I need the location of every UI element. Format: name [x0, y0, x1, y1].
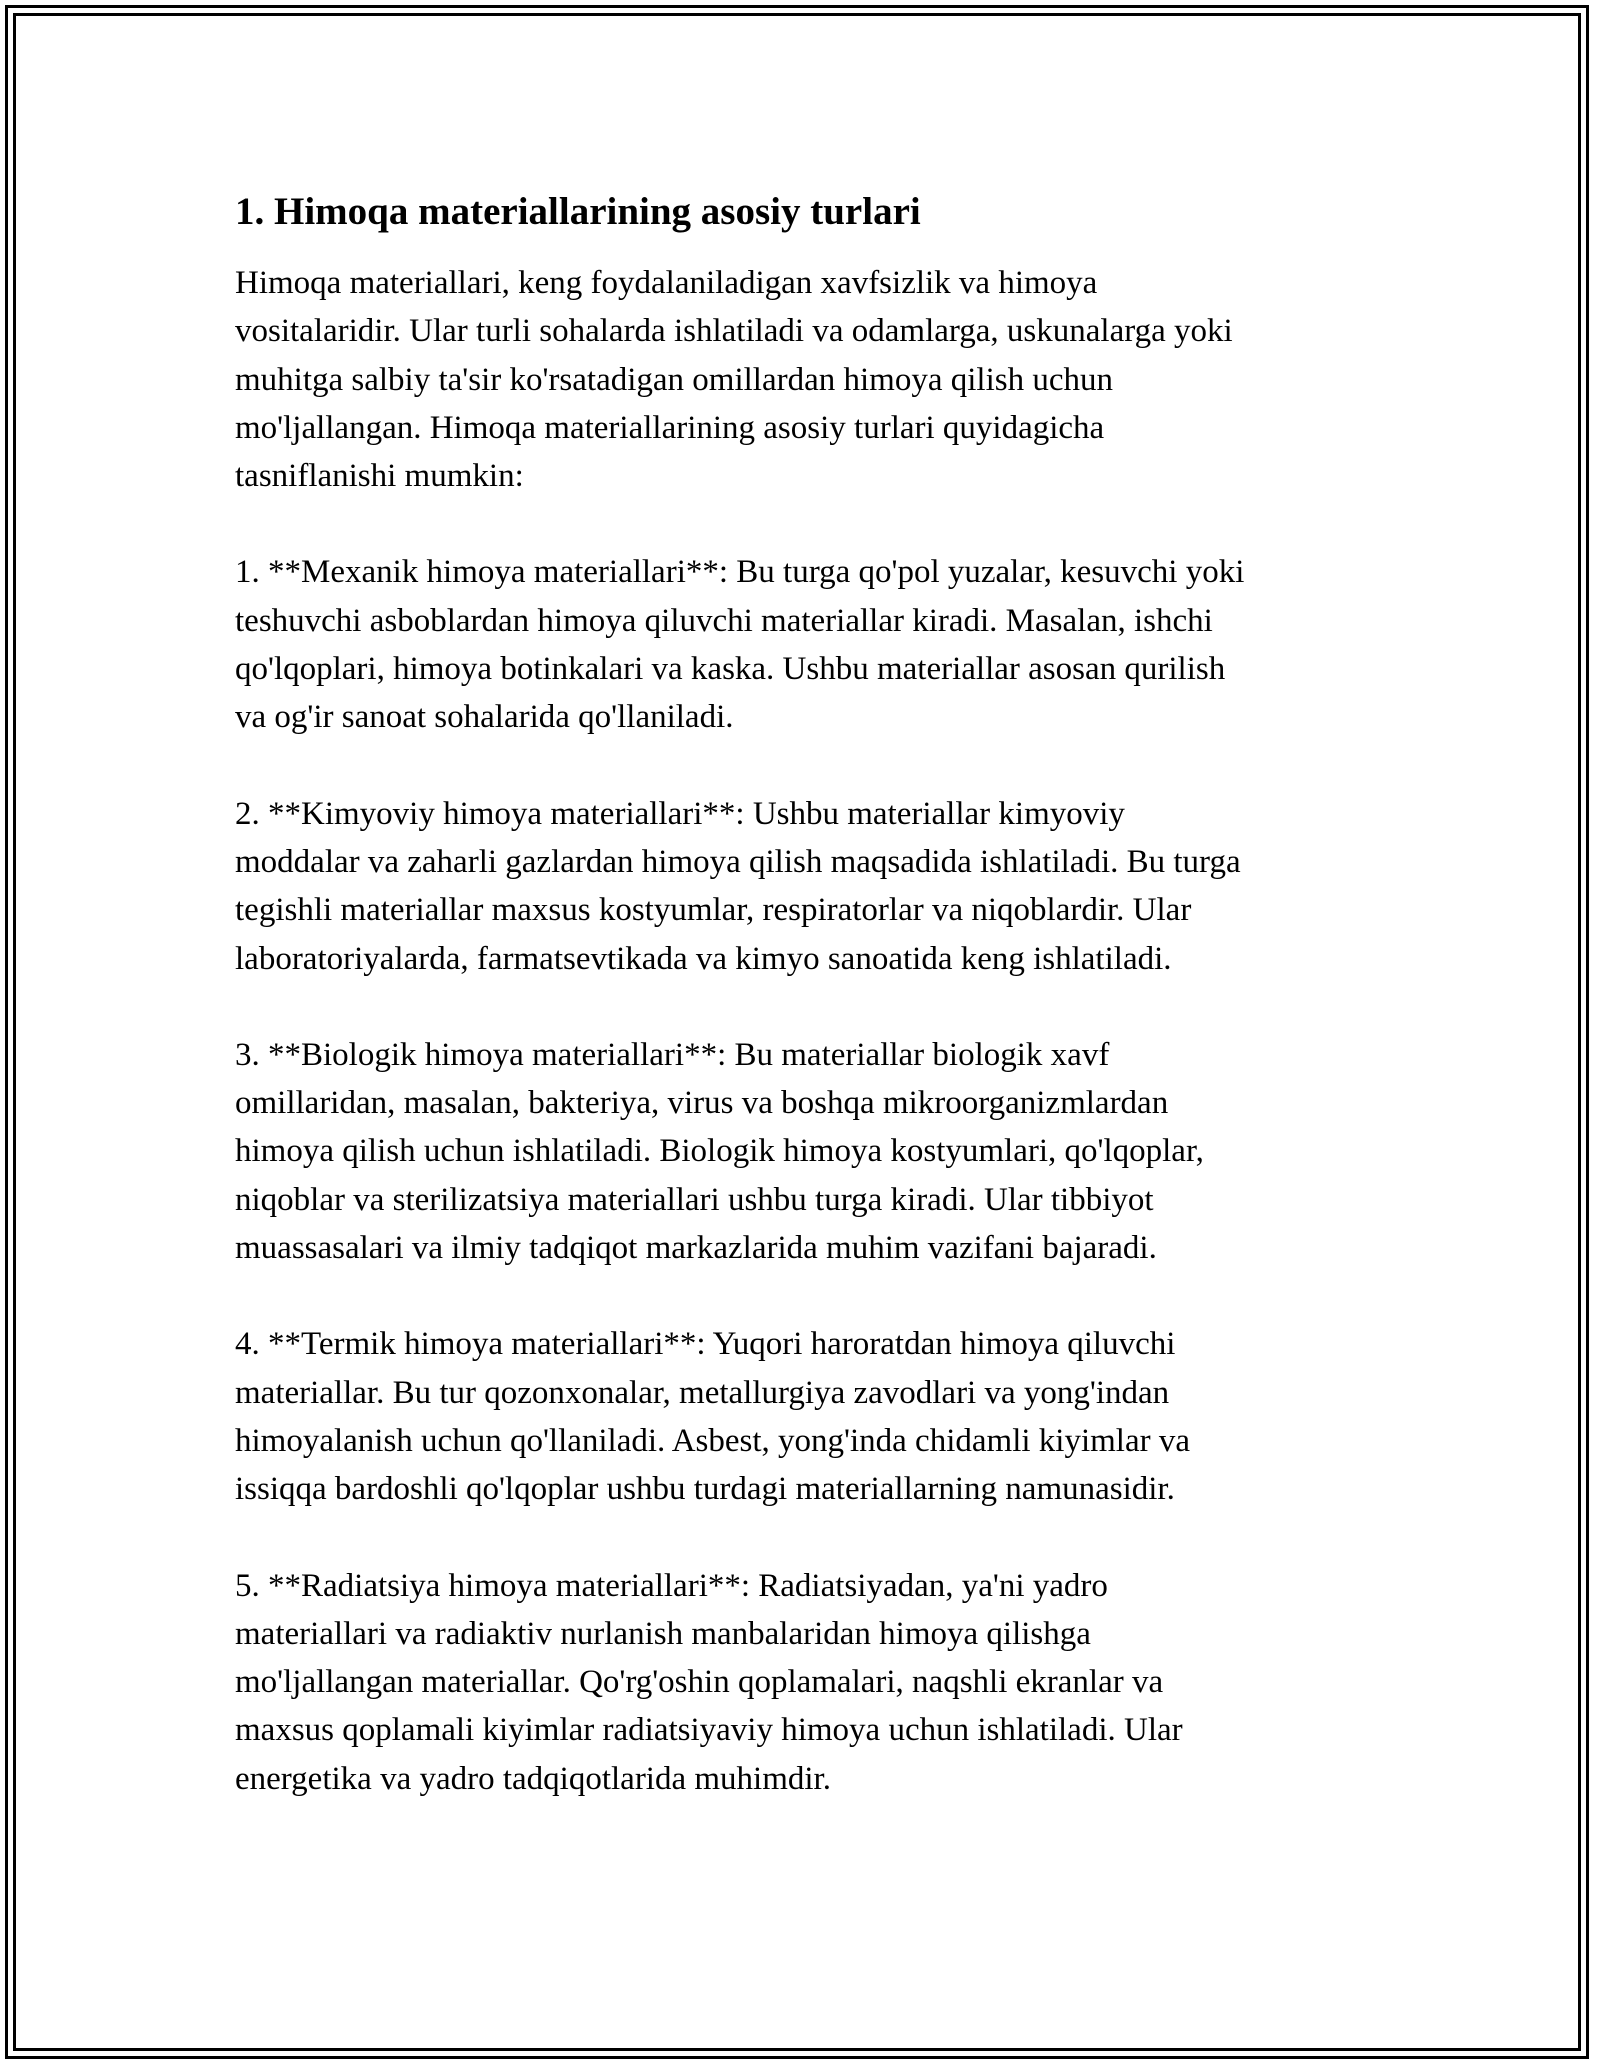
- text-line: vositalaridir. Ular turli sohalarda ishlatiladi va odamlarga, uskunalarga yoki: [235, 313, 1233, 350]
- text-line: himoyalanish uchun qo'llaniladi. Asbest, yong'inda chidamli kiyimlar va: [235, 1422, 1190, 1459]
- thermal-protection-paragraph: [235, 1320, 1375, 1513]
- text-line: 5. **Radiatsiya himoya materiallari**: Radiatsiyadan, ya'ni yadro: [235, 1567, 1108, 1604]
- text-line: tegishli materiallar maxsus kostyumlar, respiratorlar va niqoblardir. Ular: [235, 892, 1192, 929]
- text-line: va og'ir sanoat sohalarida qo'llaniladi.: [235, 699, 734, 736]
- text-line: mo'ljallangan materiallar. Qo'rg'oshin qoplamalari, naqshli ekranlar va: [235, 1664, 1164, 1701]
- text-line: 1. **Mexanik himoya materiallari**: Bu turga qo'pol yuzalar, kesuvchi yoki: [235, 554, 1245, 591]
- text-line: energetika va yadro tadqiqotlarida muhimdir.: [235, 1760, 831, 1797]
- text-line: himoya qilish uchun ishlatiladi. Biologik himoya kostyumlari, qo'lqoplar,: [235, 1133, 1204, 1170]
- text-line: 3. **Biologik himoya materiallari**: Bu materiallar biologik xavf: [235, 1036, 1110, 1073]
- section-heading: 1. Himoqa materiallarining asosiy turlari: [235, 190, 921, 233]
- text-line: qo'lqoplari, himoya botinkalari va kaska. Ushbu materiallar asosan qurilish: [235, 651, 1226, 688]
- text-line: Himoqa materiallari, keng foydalaniladigan xavfsizlik va himoya: [235, 265, 1098, 301]
- text-line: moddalar va zaharli gazlardan himoya qilish maqsadida ishlatiladi. Bu turga: [235, 843, 1241, 880]
- text-line: omillaridan, masalan, bakteriya, virus va boshqa mikroorganizmlardan: [235, 1085, 1169, 1122]
- document-body: [235, 186, 1375, 1851]
- intro-paragraph: [235, 259, 1375, 500]
- text-line: 2. **Kimyoviy himoya materiallari**: Ushbu materiallar kimyoviy: [235, 795, 1125, 832]
- chemical-protection-paragraph: [235, 790, 1375, 983]
- text-line: tasniflanishi mumkin:: [235, 458, 524, 495]
- radiation-protection-paragraph: [235, 1562, 1375, 1803]
- text-line: 4. **Termik himoya materiallari**: Yuqori haroratdan himoya qiluvchi: [235, 1326, 1176, 1363]
- text-line: issiqqa bardoshli qo'lqoplar ushbu turdagi materiallarning namunasidir.: [235, 1471, 1175, 1508]
- text-line: niqoblar va sterilizatsiya materiallari ushbu turga kiradi. Ular tibbiyot: [235, 1181, 1154, 1218]
- text-line: laboratoriyalarda, farmatsevtikada va kimyo sanoatida keng ishlatiladi.: [235, 940, 1172, 977]
- text-line: materiallar. Bu tur qozonxonalar, metallurgiya zavodlari va yong'indan: [235, 1374, 1170, 1411]
- text-line: muassasalari va ilmiy tadqiqot markazlarida muhim vazifani bajaradi.: [235, 1230, 1157, 1267]
- mechanical-protection-paragraph: [235, 548, 1375, 741]
- text-line: materiallari va radiaktiv nurlanish manbalaridan himoya qilishga: [235, 1615, 1091, 1652]
- text-line: teshuvchi asboblardan himoya qiluvchi materiallar kiradi. Masalan, ishchi: [235, 602, 1213, 639]
- text-line: muhitga salbiy ta'sir ko'rsatadigan omillardan himoya qilish uchun: [235, 361, 1113, 398]
- biological-protection-paragraph: [235, 1031, 1375, 1272]
- text-line: maxsus qoplamali kiyimlar radiatsiyaviy himoya uchun ishlatiladi. Ular: [235, 1712, 1183, 1749]
- text-line: mo'ljallangan. Himoqa materiallarining asosiy turlari quyidagicha: [235, 409, 1105, 446]
